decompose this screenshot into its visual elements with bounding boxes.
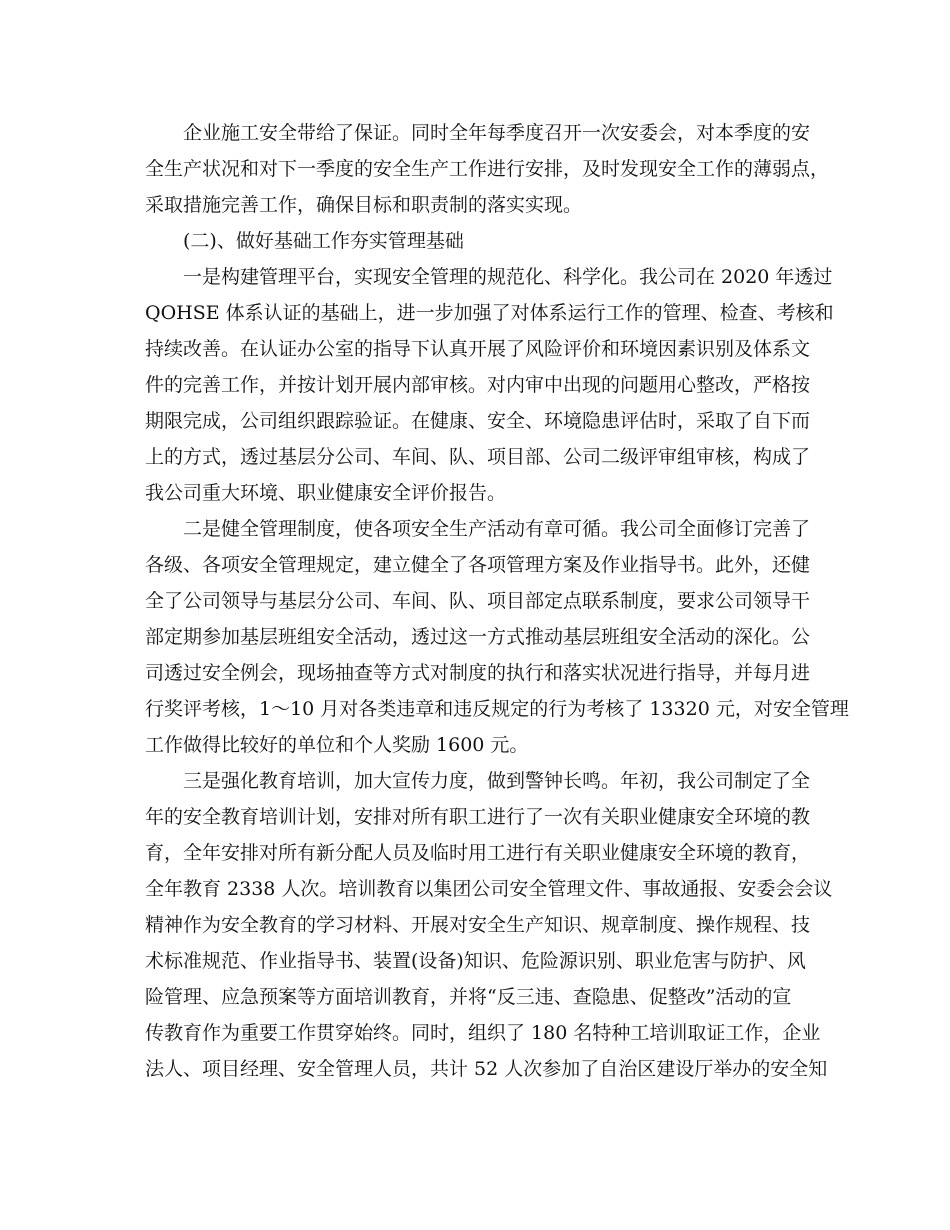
text-line: 育，全年安排对所有新分配人员及临时用工进行有关职业健康安全环境的教育， (145, 842, 811, 864)
text-line: 精神作为安全教育的学习材料、开展对安全生产知识、规章制度、操作规程、技 (145, 914, 811, 936)
text-line: 企业施工安全带给了保证。同时全年每季度召开一次安委会，对本季度的安 (183, 122, 811, 144)
text-line: 全了公司领导与基层分公司、车间、队、项目部定点联系制度，要求公司领导干 (145, 590, 811, 612)
text-line: 险管理、应急预案等方面培训教育，并将“反三违、查隐患、促整改”活动的宣 (145, 986, 792, 1008)
text-line: 采取措施完善工作，确保目标和职责制的落实实现。 (145, 194, 583, 216)
section-heading: (二)、做好基础工作夯实管理基础 (183, 230, 464, 252)
text-line: 我公司重大环境、职业健康安全评价报告。 (145, 482, 507, 504)
text-line: 法人、项目经理、安全管理人员，共计 52 人次参加了自治区建设厅举办的安全知 (145, 1058, 828, 1080)
text-line: QOHSE 体系认证的基础上，进一步加强了对体系运行工作的管理、检查、考核和 (145, 302, 834, 324)
text-line: 传教育作为重要工作贯穿始终。同时，组织了 180 名特种工培训取证工作，企业 (145, 1022, 821, 1044)
text-line: 全年教育 2338 人次。培训教育以集团公司安全管理文件、事故通报、安委会会议 (145, 878, 833, 900)
text-line: 年的安全教育培训计划，安排对所有职工进行了一次有关职业健康安全环境的教 (145, 806, 811, 828)
text-line: 全生产状况和对下一季度的安全生产工作进行安排，及时发现安全工作的薄弱点， (145, 158, 830, 180)
text-line: 件的完善工作，并按计划开展内部审核。对内审中出现的问题用心整改，严格按 (145, 374, 811, 396)
text-line: 术标准规范、作业指导书、装置(设备)知识、危险源识别、职业危害与防护、风 (145, 950, 806, 972)
text-line: 部定期参加基层班组安全活动，透过这一方式推动基层班组安全活动的深化。公 (145, 626, 811, 648)
text-line: 上的方式，透过基层分公司、车间、队、项目部、公司二级评审组审核，构成了 (145, 446, 811, 468)
text-line: 三是强化教育培训，加大宣传力度，做到警钟长鸣。年初，我公司制定了全 (183, 770, 811, 792)
text-line: 工作做得比较好的单位和个人奖励 1600 元。 (145, 734, 529, 756)
text-line: 二是健全管理制度，使各项安全生产活动有章可循。我公司全面修订完善了 (183, 518, 811, 540)
text-line: 持续改善。在认证办公室的指导下认真开展了风险评价和环境因素识别及体系文 (145, 338, 811, 360)
text-line: 各级、各项安全管理规定，建立健全了各项管理方案及作业指导书。此外，还健 (145, 554, 811, 576)
text-line: 行奖评考核，1～10 月对各类违章和违反规定的行为考核了 13320 元，对安全管理 (145, 698, 849, 720)
text-line: 期限完成，公司组织跟踪验证。在健康、安全、环境隐患评估时，采取了自下而 (145, 410, 811, 432)
text-line: 司透过安全例会，现场抽查等方式对制度的执行和落实状况进行指导，并每月进 (145, 662, 811, 684)
text-line: 一是构建管理平台，实现安全管理的规范化、科学化。我公司在 2020 年透过 (183, 266, 833, 288)
